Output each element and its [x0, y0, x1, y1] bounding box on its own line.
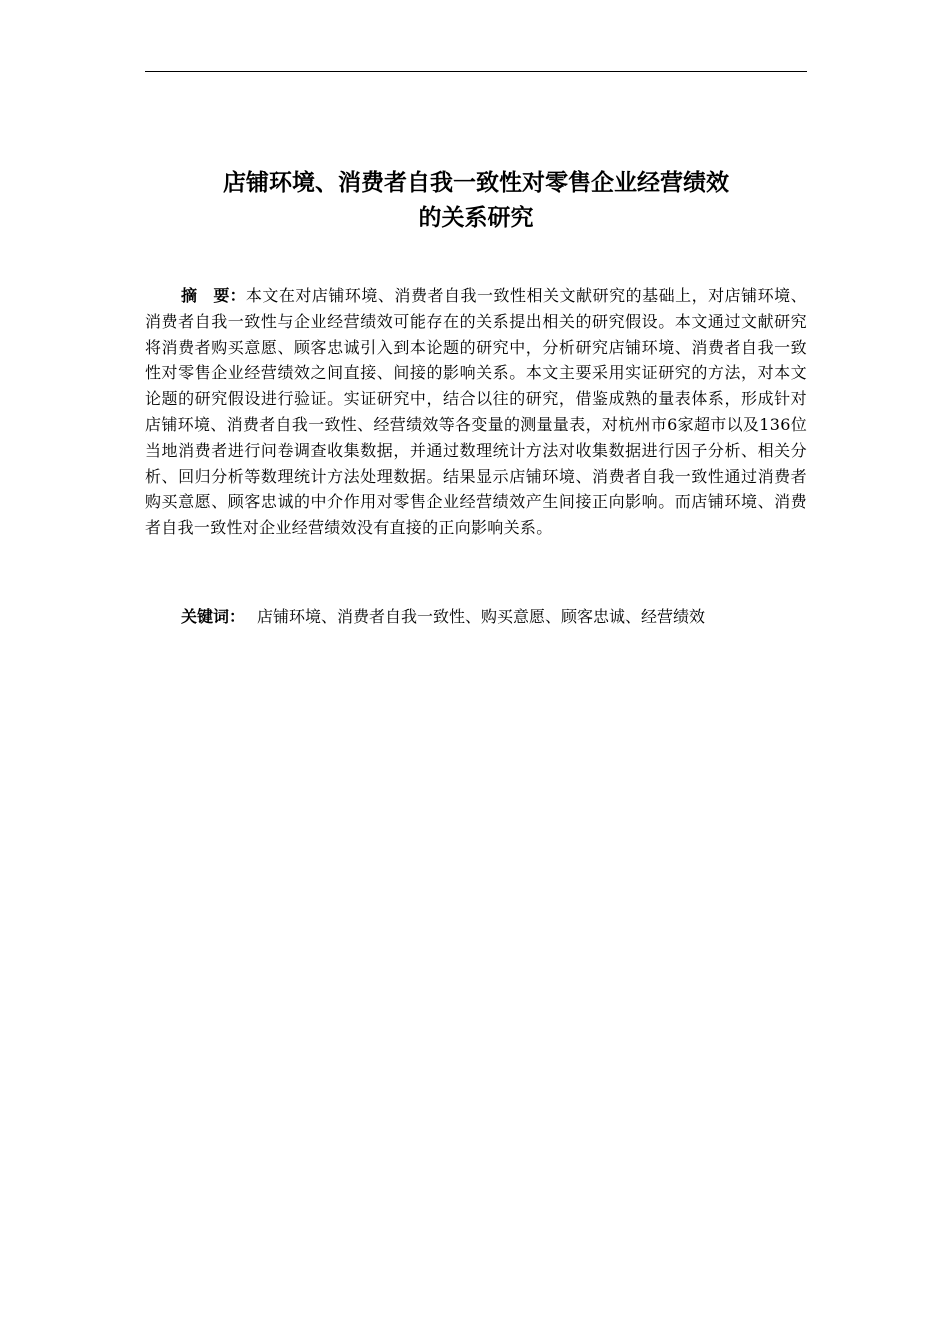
abstract-text: 本文在对店铺环境、消费者自我一致性相关文献研究的基础上，对店铺环境、消费者自我一致性与企业经营绩效可能存在的关系提出相关的研究假设。本文通过文献研究将消费者购买意愿、顾客忠诚引入到本论题的研究中，分析研究店铺环境、消费者自我一致性对零售企业经营绩效之间直接、间接的影响关系。本文主要采用实证研究的方法，对本文论题的研究假设进行验证。实证研究中，结合以往的研究，借鉴成熟的量表体系，形成针对店铺环境、消费者自我一致性、经营绩效等各变量的测量量表，对杭州市6家超市以及136位当地消费者进行问卷调查收集数据，并通过数理统计方法对收集数据进行因子分析、相关分析、回归分析等数理统计方法处理数据。结果显示店铺环境、消费者自我一致性通过消费者购买意愿、顾客忠诚的中介作用对零售企业经营绩效产生间接正向影响。而店铺环境、消费者自我一致性对企业经营绩效没有直接的正向影响关系。: [145, 286, 807, 538]
keywords-text: 店铺环境、消费者自我一致性、购买意愿、顾客忠诚、经营绩效: [257, 607, 706, 626]
abstract-label: 摘 要：: [181, 286, 246, 305]
title-line-2: 的关系研究: [418, 205, 534, 231]
header-rule: [145, 71, 807, 72]
keywords-paragraph: [145, 604, 807, 630]
title-line-1: 店铺环境、消费者自我一致性对零售企业经营绩效: [223, 170, 729, 196]
abstract-paragraph: [145, 283, 807, 541]
paper-title: [145, 166, 807, 236]
keywords-label: 关键词：: [181, 607, 246, 626]
